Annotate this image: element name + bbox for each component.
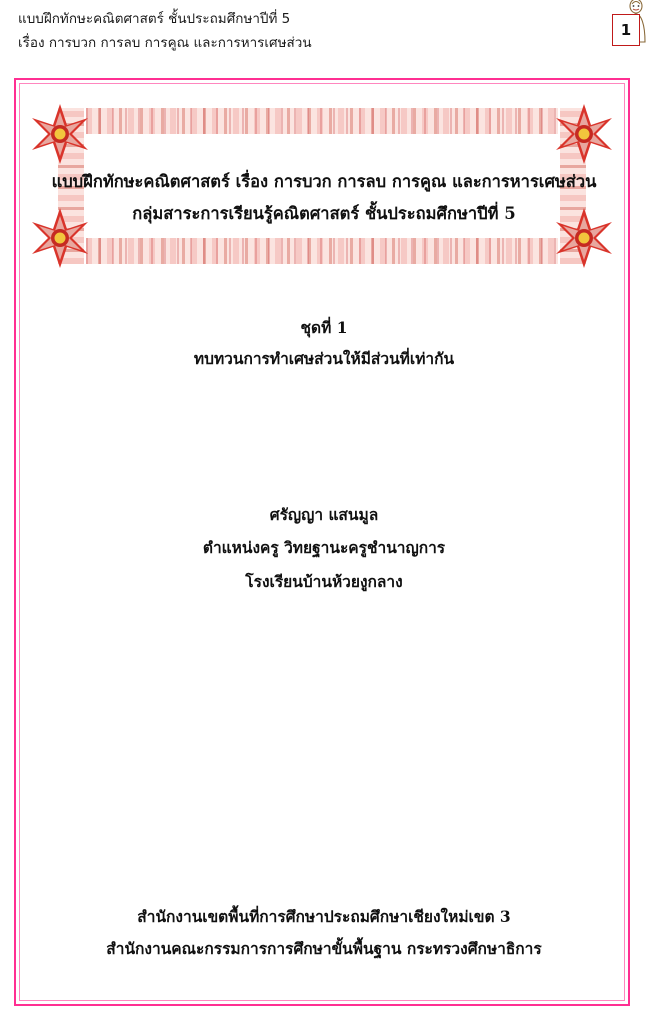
header-line-1: แบบฝึกทักษะคณิตศาสตร์ ชั้นประถมศึกษาปีที่ 5	[18, 11, 291, 27]
cover-sheet	[14, 78, 630, 1006]
affiliation-line-1: สำนักงานเขตพื้นที่การศึกษาประถมศึกษาเชียงใหม่เขต 3	[137, 906, 511, 926]
affiliation-line-2: สำนักงานคณะกรรมการการศึกษาขั้นพื้นฐาน กระทรวงศึกษาธิการ	[106, 939, 542, 959]
eight-point-star-ornament-icon	[28, 102, 92, 166]
eight-point-star-ornament-icon	[552, 102, 616, 166]
cover-title-line-1: แบบฝึกทักษะคณิตศาสตร์ เรื่อง การบวก การลบ การคูณ และการหารเศษส่วน	[51, 172, 597, 191]
cover-title-line-2: กลุ่มสาระการเรียนรู้คณิตศาสตร์ ชั้นประถมศึกษาปีที่ 5	[132, 204, 516, 224]
author-position: ตำแหน่งครู วิทยฐานะครูชำนาญการ	[202, 538, 446, 558]
floral-border-band-icon	[86, 108, 558, 134]
page-number-badge	[608, 0, 652, 60]
cover-title	[16, 166, 632, 230]
header-line-2: เรื่อง การบวก การลบ การคูณ และการหารเศษส่วน	[18, 34, 312, 51]
cover-set-topic: ทบทวนการทำเศษส่วนให้มีส่วนที่เท่ากัน	[193, 349, 455, 368]
author-name: ศรัญญา แสนมูล	[269, 505, 379, 524]
document-header	[18, 8, 578, 55]
author-school: โรงเรียนบ้านห้วยงูกลาง	[245, 571, 403, 591]
cover-set-number: ชุดที่ 1	[300, 318, 348, 337]
cover-author-info	[16, 498, 632, 598]
floral-border-band-icon	[86, 238, 558, 264]
page-number-value: 1	[612, 14, 640, 46]
cover-affiliation	[16, 901, 632, 966]
cover-set-info	[16, 312, 632, 374]
